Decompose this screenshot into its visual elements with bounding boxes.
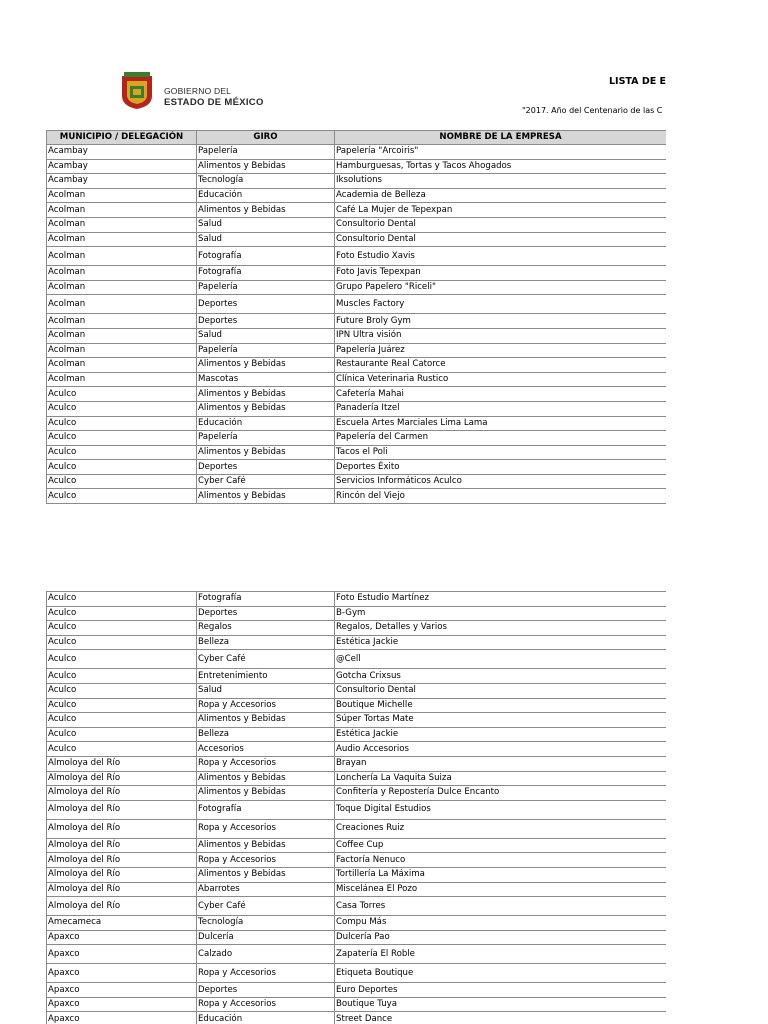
cell-nombre: Consultorio Dental: [335, 683, 667, 698]
cell-municipio: Aculco: [47, 713, 197, 728]
cell-nombre: Hamburguesas, Tortas y Tacos Ahogados: [335, 159, 667, 174]
cell-giro: Fotografía: [197, 592, 335, 607]
table-row: [47, 328, 667, 343]
cell-municipio: Aculco: [47, 387, 197, 402]
cell-nombre: Papelería "Arcoiris": [335, 145, 667, 160]
cell-giro: Tecnología: [197, 916, 335, 931]
cell-municipio: Almoloya del Río: [47, 882, 197, 897]
cell-municipio: Acolman: [47, 188, 197, 203]
cell-giro: Alimentos y Bebidas: [197, 786, 335, 801]
cell-giro: Ropa y Accesorios: [197, 698, 335, 713]
cell-municipio: Aculco: [47, 669, 197, 684]
cell-nombre: Audio Accesorios: [335, 742, 667, 757]
cell-nombre: Compu Más: [335, 916, 667, 931]
table-row: [47, 295, 667, 314]
cell-municipio: Acolman: [47, 232, 197, 247]
cell-giro: Alimentos y Bebidas: [197, 838, 335, 853]
cell-giro: Deportes: [197, 983, 335, 998]
table-row: [47, 650, 667, 669]
document-subtitle: "2017. Año del Centenario de las C: [522, 106, 663, 115]
table-row: [47, 217, 667, 232]
cell-nombre: Coffee Cup: [335, 838, 667, 853]
cell-giro: Salud: [197, 232, 335, 247]
cell-giro: Fotografía: [197, 800, 335, 819]
cell-nombre: Zapatería El Roble: [335, 945, 667, 964]
table-row: [47, 174, 667, 189]
cell-giro: Cyber Café: [197, 897, 335, 916]
cell-municipio: Aculco: [47, 489, 197, 504]
cell-giro: Salud: [197, 217, 335, 232]
cell-municipio: Acolman: [47, 247, 197, 266]
cell-municipio: Aculco: [47, 460, 197, 475]
cell-giro: Papelería: [197, 343, 335, 358]
cell-municipio: Apaxco: [47, 930, 197, 945]
cell-municipio: Aculco: [47, 606, 197, 621]
cell-giro: Alimentos y Bebidas: [197, 771, 335, 786]
logo-line-1: GOBIERNO DEL: [164, 86, 232, 96]
table-row: [47, 474, 667, 489]
cell-nombre: Regalos, Detalles y Varios: [335, 621, 667, 636]
table-row: [47, 930, 667, 945]
table-row: [47, 983, 667, 998]
cell-nombre: Papelería del Carmen: [335, 431, 667, 446]
cell-nombre: Deportes Éxito: [335, 460, 667, 475]
cell-giro: Ropa y Accesorios: [197, 756, 335, 771]
cell-nombre: Servicios Informáticos Aculco: [335, 474, 667, 489]
table-row: [47, 713, 667, 728]
cell-municipio: Acolman: [47, 372, 197, 387]
cell-giro: Mascotas: [197, 372, 335, 387]
cell-giro: Ropa y Accesorios: [197, 964, 335, 983]
cell-giro: Papelería: [197, 280, 335, 295]
cell-giro: Alimentos y Bebidas: [197, 445, 335, 460]
cell-municipio: Aculco: [47, 727, 197, 742]
cell-municipio: Almoloya del Río: [47, 853, 197, 868]
cell-nombre: Súper Tortas Mate: [335, 713, 667, 728]
table-row: [47, 247, 667, 266]
cell-nombre: Café La Mujer de Tepexpan: [335, 203, 667, 218]
table-row: [47, 280, 667, 295]
cell-nombre: Consultorio Dental: [335, 217, 667, 232]
cell-nombre: Boutique Tuya: [335, 997, 667, 1012]
cell-nombre: Future Broly Gym: [335, 314, 667, 329]
table-row: [47, 727, 667, 742]
cell-municipio: Acolman: [47, 343, 197, 358]
cell-municipio: Almoloya del Río: [47, 867, 197, 882]
table-row: [47, 867, 667, 882]
cell-nombre: Confitería y Repostería Dulce Encanto: [335, 786, 667, 801]
cell-giro: Alimentos y Bebidas: [197, 159, 335, 174]
cell-municipio: Aculco: [47, 742, 197, 757]
column-header-municipio: MUNICIPIO / DELEGACIÓN: [47, 131, 197, 145]
cell-municipio: Almoloya del Río: [47, 786, 197, 801]
column-header-giro: GIRO: [197, 131, 335, 145]
table-row: [47, 882, 667, 897]
logo-line-2: ESTADO DE MÉXICO: [164, 97, 264, 108]
table-row: [47, 592, 667, 607]
cell-nombre: Miscelánea El Pozo: [335, 882, 667, 897]
cell-nombre: Gotcha Crixsus: [335, 669, 667, 684]
cell-municipio: Aculco: [47, 621, 197, 636]
cell-municipio: Aculco: [47, 698, 197, 713]
table-row: [47, 853, 667, 868]
cell-nombre: Estética Jackie: [335, 635, 667, 650]
cell-municipio: Acolman: [47, 266, 197, 281]
cell-municipio: Aculco: [47, 401, 197, 416]
table-row: [47, 188, 667, 203]
cell-giro: Cyber Café: [197, 474, 335, 489]
table-row: [47, 606, 667, 621]
cell-nombre: Brayan: [335, 756, 667, 771]
cell-giro: Tecnología: [197, 174, 335, 189]
table-row: [47, 819, 667, 838]
cell-giro: Alimentos y Bebidas: [197, 358, 335, 373]
cell-nombre: Casa Torres: [335, 897, 667, 916]
table-header-row: [47, 131, 667, 145]
table-row: [47, 786, 667, 801]
cell-nombre: Restaurante Real Catorce: [335, 358, 667, 373]
cell-giro: Alimentos y Bebidas: [197, 203, 335, 218]
document-title: LISTA DE E: [609, 76, 667, 87]
cell-giro: Educación: [197, 416, 335, 431]
cell-municipio: Almoloya del Río: [47, 897, 197, 916]
table-row: [47, 756, 667, 771]
cell-municipio: Aculco: [47, 431, 197, 446]
table-row: [47, 489, 667, 504]
cell-nombre: Dulcería Pao: [335, 930, 667, 945]
cell-municipio: Aculco: [47, 683, 197, 698]
cell-nombre: Panadería Itzel: [335, 401, 667, 416]
cell-nombre: Toque Digital Estudios: [335, 800, 667, 819]
table-row: [47, 669, 667, 684]
cell-municipio: Apaxco: [47, 983, 197, 998]
table-row: [47, 431, 667, 446]
cell-giro: Regalos: [197, 621, 335, 636]
cell-nombre: Tortillería La Máxima: [335, 867, 667, 882]
cell-giro: Alimentos y Bebidas: [197, 489, 335, 504]
table-row: [47, 683, 667, 698]
cell-nombre: IPN Ultra visión: [335, 328, 667, 343]
cell-nombre: Escuela Artes Marciales Lima Lama: [335, 416, 667, 431]
cell-giro: Educación: [197, 188, 335, 203]
cell-municipio: Almoloya del Río: [47, 838, 197, 853]
table-row: [47, 358, 667, 373]
cell-municipio: Almoloya del Río: [47, 819, 197, 838]
cell-giro: Ropa y Accesorios: [197, 997, 335, 1012]
cell-nombre: Boutique Michelle: [335, 698, 667, 713]
cell-nombre: Etiqueta Boutique: [335, 964, 667, 983]
cell-nombre: B-Gym: [335, 606, 667, 621]
cell-municipio: Acolman: [47, 217, 197, 232]
table-row: [47, 145, 667, 160]
cell-giro: Alimentos y Bebidas: [197, 387, 335, 402]
cell-giro: Deportes: [197, 460, 335, 475]
table-row: [47, 460, 667, 475]
table-row: [47, 945, 667, 964]
cell-giro: Deportes: [197, 606, 335, 621]
table-row: [47, 838, 667, 853]
cell-nombre: Euro Deportes: [335, 983, 667, 998]
cell-giro: Calzado: [197, 945, 335, 964]
cell-municipio: Acolman: [47, 280, 197, 295]
cell-giro: Cyber Café: [197, 650, 335, 669]
cell-nombre: Creaciones Ruiz: [335, 819, 667, 838]
cell-municipio: Acolman: [47, 358, 197, 373]
cell-municipio: Aculco: [47, 474, 197, 489]
cell-giro: Deportes: [197, 314, 335, 329]
cell-giro: Papelería: [197, 145, 335, 160]
cell-nombre: Cafetería Mahai: [335, 387, 667, 402]
table-row: [47, 964, 667, 983]
cell-municipio: Acolman: [47, 203, 197, 218]
table-row: [47, 742, 667, 757]
cell-giro: Fotografía: [197, 247, 335, 266]
table-row: [47, 387, 667, 402]
table-row: [47, 1012, 667, 1024]
cell-giro: Accesorios: [197, 742, 335, 757]
cell-giro: Abarrotes: [197, 882, 335, 897]
cell-municipio: Acolman: [47, 314, 197, 329]
cell-municipio: Acolman: [47, 328, 197, 343]
cell-nombre: Papelería Juárez: [335, 343, 667, 358]
table-row: [47, 800, 667, 819]
table-row: [47, 416, 667, 431]
cell-nombre: Tacos el Poli: [335, 445, 667, 460]
cell-nombre: Foto Estudio Martínez: [335, 592, 667, 607]
cell-nombre: Consultorio Dental: [335, 232, 667, 247]
cell-municipio: Almoloya del Río: [47, 756, 197, 771]
cell-giro: Dulcería: [197, 930, 335, 945]
table-row: [47, 771, 667, 786]
cell-giro: Salud: [197, 328, 335, 343]
table-row: [47, 159, 667, 174]
table-row: [47, 916, 667, 931]
empresas-table-1: [46, 130, 666, 504]
cell-nombre: Iksolutions: [335, 174, 667, 189]
cell-nombre: Foto Javis Tepexpan: [335, 266, 667, 281]
table-row: [47, 897, 667, 916]
cell-giro: Fotografía: [197, 266, 335, 281]
cell-municipio: Aculco: [47, 650, 197, 669]
cell-municipio: Apaxco: [47, 945, 197, 964]
column-header-nombre: NOMBRE DE LA EMPRESA: [335, 131, 667, 145]
table-row: [47, 635, 667, 650]
cell-municipio: Amecameca: [47, 916, 197, 931]
cell-giro: Belleza: [197, 635, 335, 650]
cell-nombre: Estética Jackie: [335, 727, 667, 742]
cell-municipio: Apaxco: [47, 964, 197, 983]
table-row: [47, 343, 667, 358]
cell-municipio: Acambay: [47, 159, 197, 174]
cell-nombre: Rincón del Viejo: [335, 489, 667, 504]
cell-nombre: Grupo Papelero "Riceli": [335, 280, 667, 295]
cell-nombre: Academia de Belleza: [335, 188, 667, 203]
cell-municipio: Almoloya del Río: [47, 800, 197, 819]
cell-giro: Papelería: [197, 431, 335, 446]
cell-municipio: Aculco: [47, 592, 197, 607]
table-row: [47, 445, 667, 460]
table-row: [47, 203, 667, 218]
table-row: [47, 372, 667, 387]
cell-giro: Salud: [197, 683, 335, 698]
cell-giro: Belleza: [197, 727, 335, 742]
cell-municipio: Apaxco: [47, 1012, 197, 1024]
cell-nombre: Muscles Factory: [335, 295, 667, 314]
cell-giro: Ropa y Accesorios: [197, 819, 335, 838]
cell-municipio: Almoloya del Río: [47, 771, 197, 786]
table-row: [47, 698, 667, 713]
cell-giro: Educación: [197, 1012, 335, 1024]
cell-nombre: @Cell: [335, 650, 667, 669]
cell-giro: Deportes: [197, 295, 335, 314]
empresas-table-2: [46, 591, 666, 1024]
table-row: [47, 266, 667, 281]
table-row: [47, 997, 667, 1012]
cell-municipio: Apaxco: [47, 997, 197, 1012]
cell-municipio: Aculco: [47, 635, 197, 650]
cell-giro: Ropa y Accesorios: [197, 853, 335, 868]
table-row: [47, 232, 667, 247]
table-row: [47, 401, 667, 416]
cell-municipio: Aculco: [47, 445, 197, 460]
cell-municipio: Aculco: [47, 416, 197, 431]
cell-nombre: Lonchería La Vaquita Suiza: [335, 771, 667, 786]
cell-municipio: Acolman: [47, 295, 197, 314]
cell-giro: Alimentos y Bebidas: [197, 401, 335, 416]
cell-giro: Entretenimiento: [197, 669, 335, 684]
cell-giro: Alimentos y Bebidas: [197, 867, 335, 882]
cell-nombre: Foto Estudio Xavis: [335, 247, 667, 266]
table-row: [47, 621, 667, 636]
table-row: [47, 314, 667, 329]
cell-nombre: Factoría Nenuco: [335, 853, 667, 868]
cell-nombre: Street Dance: [335, 1012, 667, 1024]
cell-giro: Alimentos y Bebidas: [197, 713, 335, 728]
cell-municipio: Acambay: [47, 174, 197, 189]
cell-nombre: Clínica Veterinaria Rustico: [335, 372, 667, 387]
cell-municipio: Acambay: [47, 145, 197, 160]
